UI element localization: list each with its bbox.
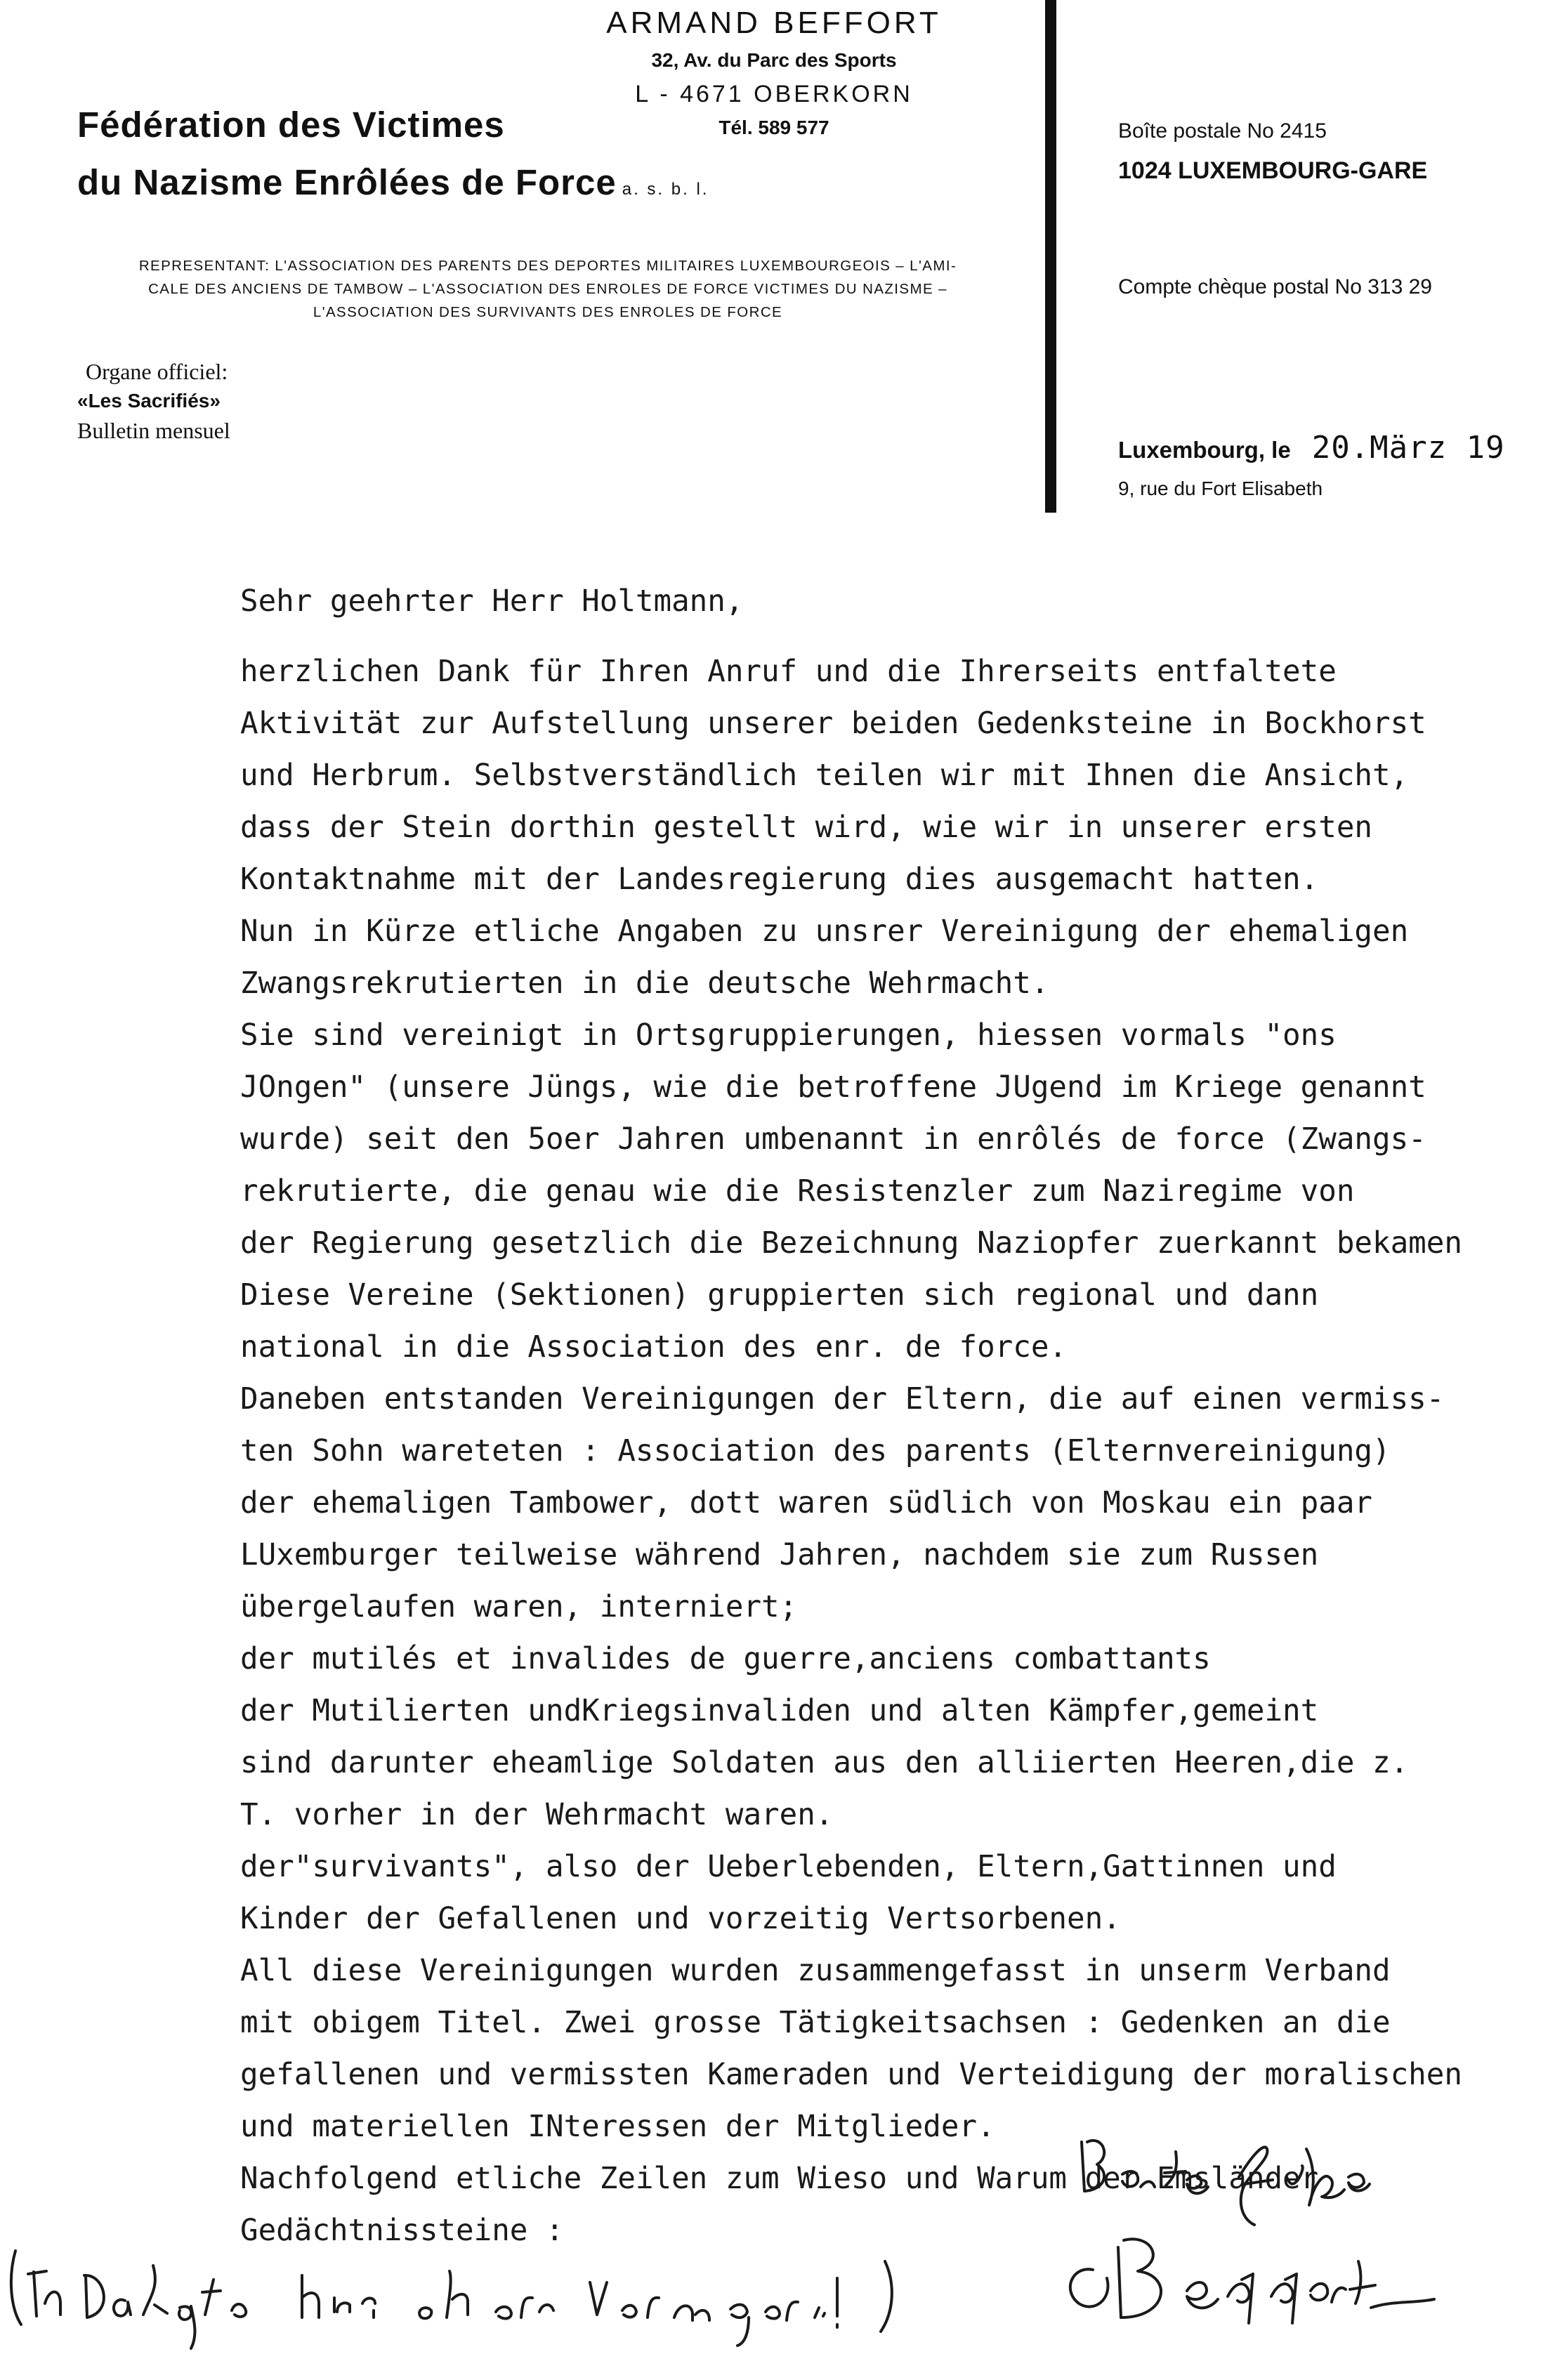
letter-line: LUxemburger teilweise während Jahren, nachdem sie zum Russen bbox=[240, 1538, 1319, 1572]
represented-line: REPRESENTANT: L'ASSOCIATION DES PARENTS DES DEPORTES MILITAIRES LUXEMBOURGEOIS – L'AMI- bbox=[138, 258, 957, 274]
letter-line: gefallenen und vermissten Kameraden und Verteidigung der moralischen bbox=[240, 2058, 1462, 2092]
street-address: 9, rue du Fort Elisabeth bbox=[1118, 478, 1323, 499]
letter-line: der"survivants", also der Ueberlebenden, Eltern,Gattinnen und bbox=[240, 1850, 1337, 1884]
letter-line: T. vorher in der Wehrmacht waren. bbox=[240, 1798, 834, 1832]
official-organ-label: Organe officiel: bbox=[86, 359, 228, 384]
letter-line: Diese Vereine (Sektionen) gruppierten sich regional und dann bbox=[240, 1278, 1319, 1313]
letter-line: und Herbrum. Selbstverständlich teilen wir mit Ihnen die Ansicht, bbox=[240, 758, 1409, 793]
postal-account: Compte chèque postal No 313 29 bbox=[1118, 275, 1432, 298]
letter-line: national in die Association des enr. de force. bbox=[240, 1330, 1068, 1365]
signature-drawing bbox=[1070, 2239, 1434, 2323]
letter-line: All diese Vereinigungen wurden zusammengefasst in unserm Verband bbox=[240, 1954, 1391, 1988]
closing-drawing bbox=[1082, 2141, 1370, 2225]
letter-line: Kontaktnahme mit der Landesregierung dies ausgemacht hatten. bbox=[240, 862, 1319, 897]
sender-phone: Tél. 589 577 bbox=[719, 117, 829, 138]
letter-line: JOngen" (unsere Jüngs, wie die betroffene JUgend im Kriege genannt bbox=[240, 1070, 1426, 1105]
letter-line: herzlichen Dank für Ihren Anruf und die Ihrerseits entfaltete bbox=[240, 655, 1337, 689]
handwritten-note-drawing bbox=[11, 2251, 892, 2348]
letter-line: Zwangsrekrutierten in die deutsche Wehrmacht. bbox=[240, 966, 1049, 1001]
sender-street: 32, Av. du Parc des Sports bbox=[651, 49, 897, 71]
letter-date: 20.März 19 bbox=[1311, 430, 1505, 466]
letter-line: Sie sind vereinigt in Ortsgruppierungen, hiessen vormals "ons bbox=[240, 1018, 1337, 1053]
bulletin-frequency: Bulletin mensuel bbox=[77, 418, 230, 443]
bulletin-name: «Les Sacrifiés» bbox=[77, 390, 221, 412]
letter-line: übergelaufen waren, interniert; bbox=[240, 1590, 798, 1624]
represented-line: L'ASSOCIATION DES SURVIVANTS DES ENROLES DE FORCE bbox=[313, 304, 783, 320]
letter-line: ten Sohn wareteten : Association des parents (Elternvereinigung) bbox=[240, 1434, 1391, 1468]
letter-line: Aktivität zur Aufstellung unserer beiden Gedenksteine in Bockhorst bbox=[240, 706, 1426, 741]
letter-line: rekrutierte, die genau wie die Resistenzler zum Naziregime von bbox=[240, 1174, 1355, 1209]
letter-line: dass der Stein dorthin gestellt wird, wie wir in unserer ersten bbox=[240, 810, 1372, 845]
salutation: Sehr geehrter Herr Holtmann, bbox=[240, 584, 744, 619]
letter-line: wurde) seit den 5oer Jahren umbenannt in enrôlés de force (Zwangs- bbox=[240, 1122, 1426, 1157]
letter-line: Gedächtnissteine : bbox=[240, 2214, 564, 2248]
letter-line: Nachfolgend etliche Zeilen zum Wieso und Warum der Emsländer bbox=[240, 2162, 1319, 2196]
letter-line: der ehemaligen Tambower, dott waren südlich von Moskau ein paar bbox=[240, 1486, 1372, 1520]
letter-line: sind darunter eheamlige Soldaten aus den alliierten Heeren,die z. bbox=[240, 1746, 1409, 1780]
letter-line: Daneben entstanden Vereinigungen der Eltern, die auf einen vermiss- bbox=[240, 1382, 1445, 1416]
postbox: Boîte postale No 2415 bbox=[1118, 119, 1327, 143]
legal-form: a. s. b. l. bbox=[622, 180, 709, 199]
letter-line: mit obigem Titel. Zwei grosse Tätigkeitsachsen : Gedenken an die bbox=[240, 2006, 1391, 2040]
post-office: 1024 LUXEMBOURG-GARE bbox=[1118, 157, 1428, 184]
letter-line: Nun in Kürze etliche Angaben zu unsrer Vereinigung der ehemaligen bbox=[240, 914, 1409, 949]
letter-line: und materiellen INteressen der Mitglieder. bbox=[240, 2110, 995, 2144]
letter-line: der mutilés et invalides de guerre,anciens combattants bbox=[240, 1642, 1211, 1676]
place-label: Luxembourg, le bbox=[1118, 437, 1291, 463]
organization-name-line1: Fédération des Victimes bbox=[77, 105, 505, 145]
sender-name: ARMAND BEFFORT bbox=[606, 6, 942, 40]
letter-line: der Mutilierten undKriegsinvaliden und alten Kämpfer,gemeint bbox=[240, 1694, 1319, 1728]
letter-line: der Regierung gesetzlich die Bezeichnung Naziopfer zuerkannt bekamen bbox=[240, 1226, 1462, 1261]
represented-line: CALE DES ANCIENS DE TAMBOW – L'ASSOCIATION DES ENROLES DE FORCE VICTIMES DU NAZISME – bbox=[148, 281, 947, 297]
letter-line: Kinder der Gefallenen und vorzeitig Vertsorbenen. bbox=[240, 1902, 1121, 1936]
organization-name-line2-text: du Nazisme Enrôlées de Force bbox=[77, 162, 617, 202]
sender-city: L - 4671 OBERKORN bbox=[635, 81, 913, 107]
